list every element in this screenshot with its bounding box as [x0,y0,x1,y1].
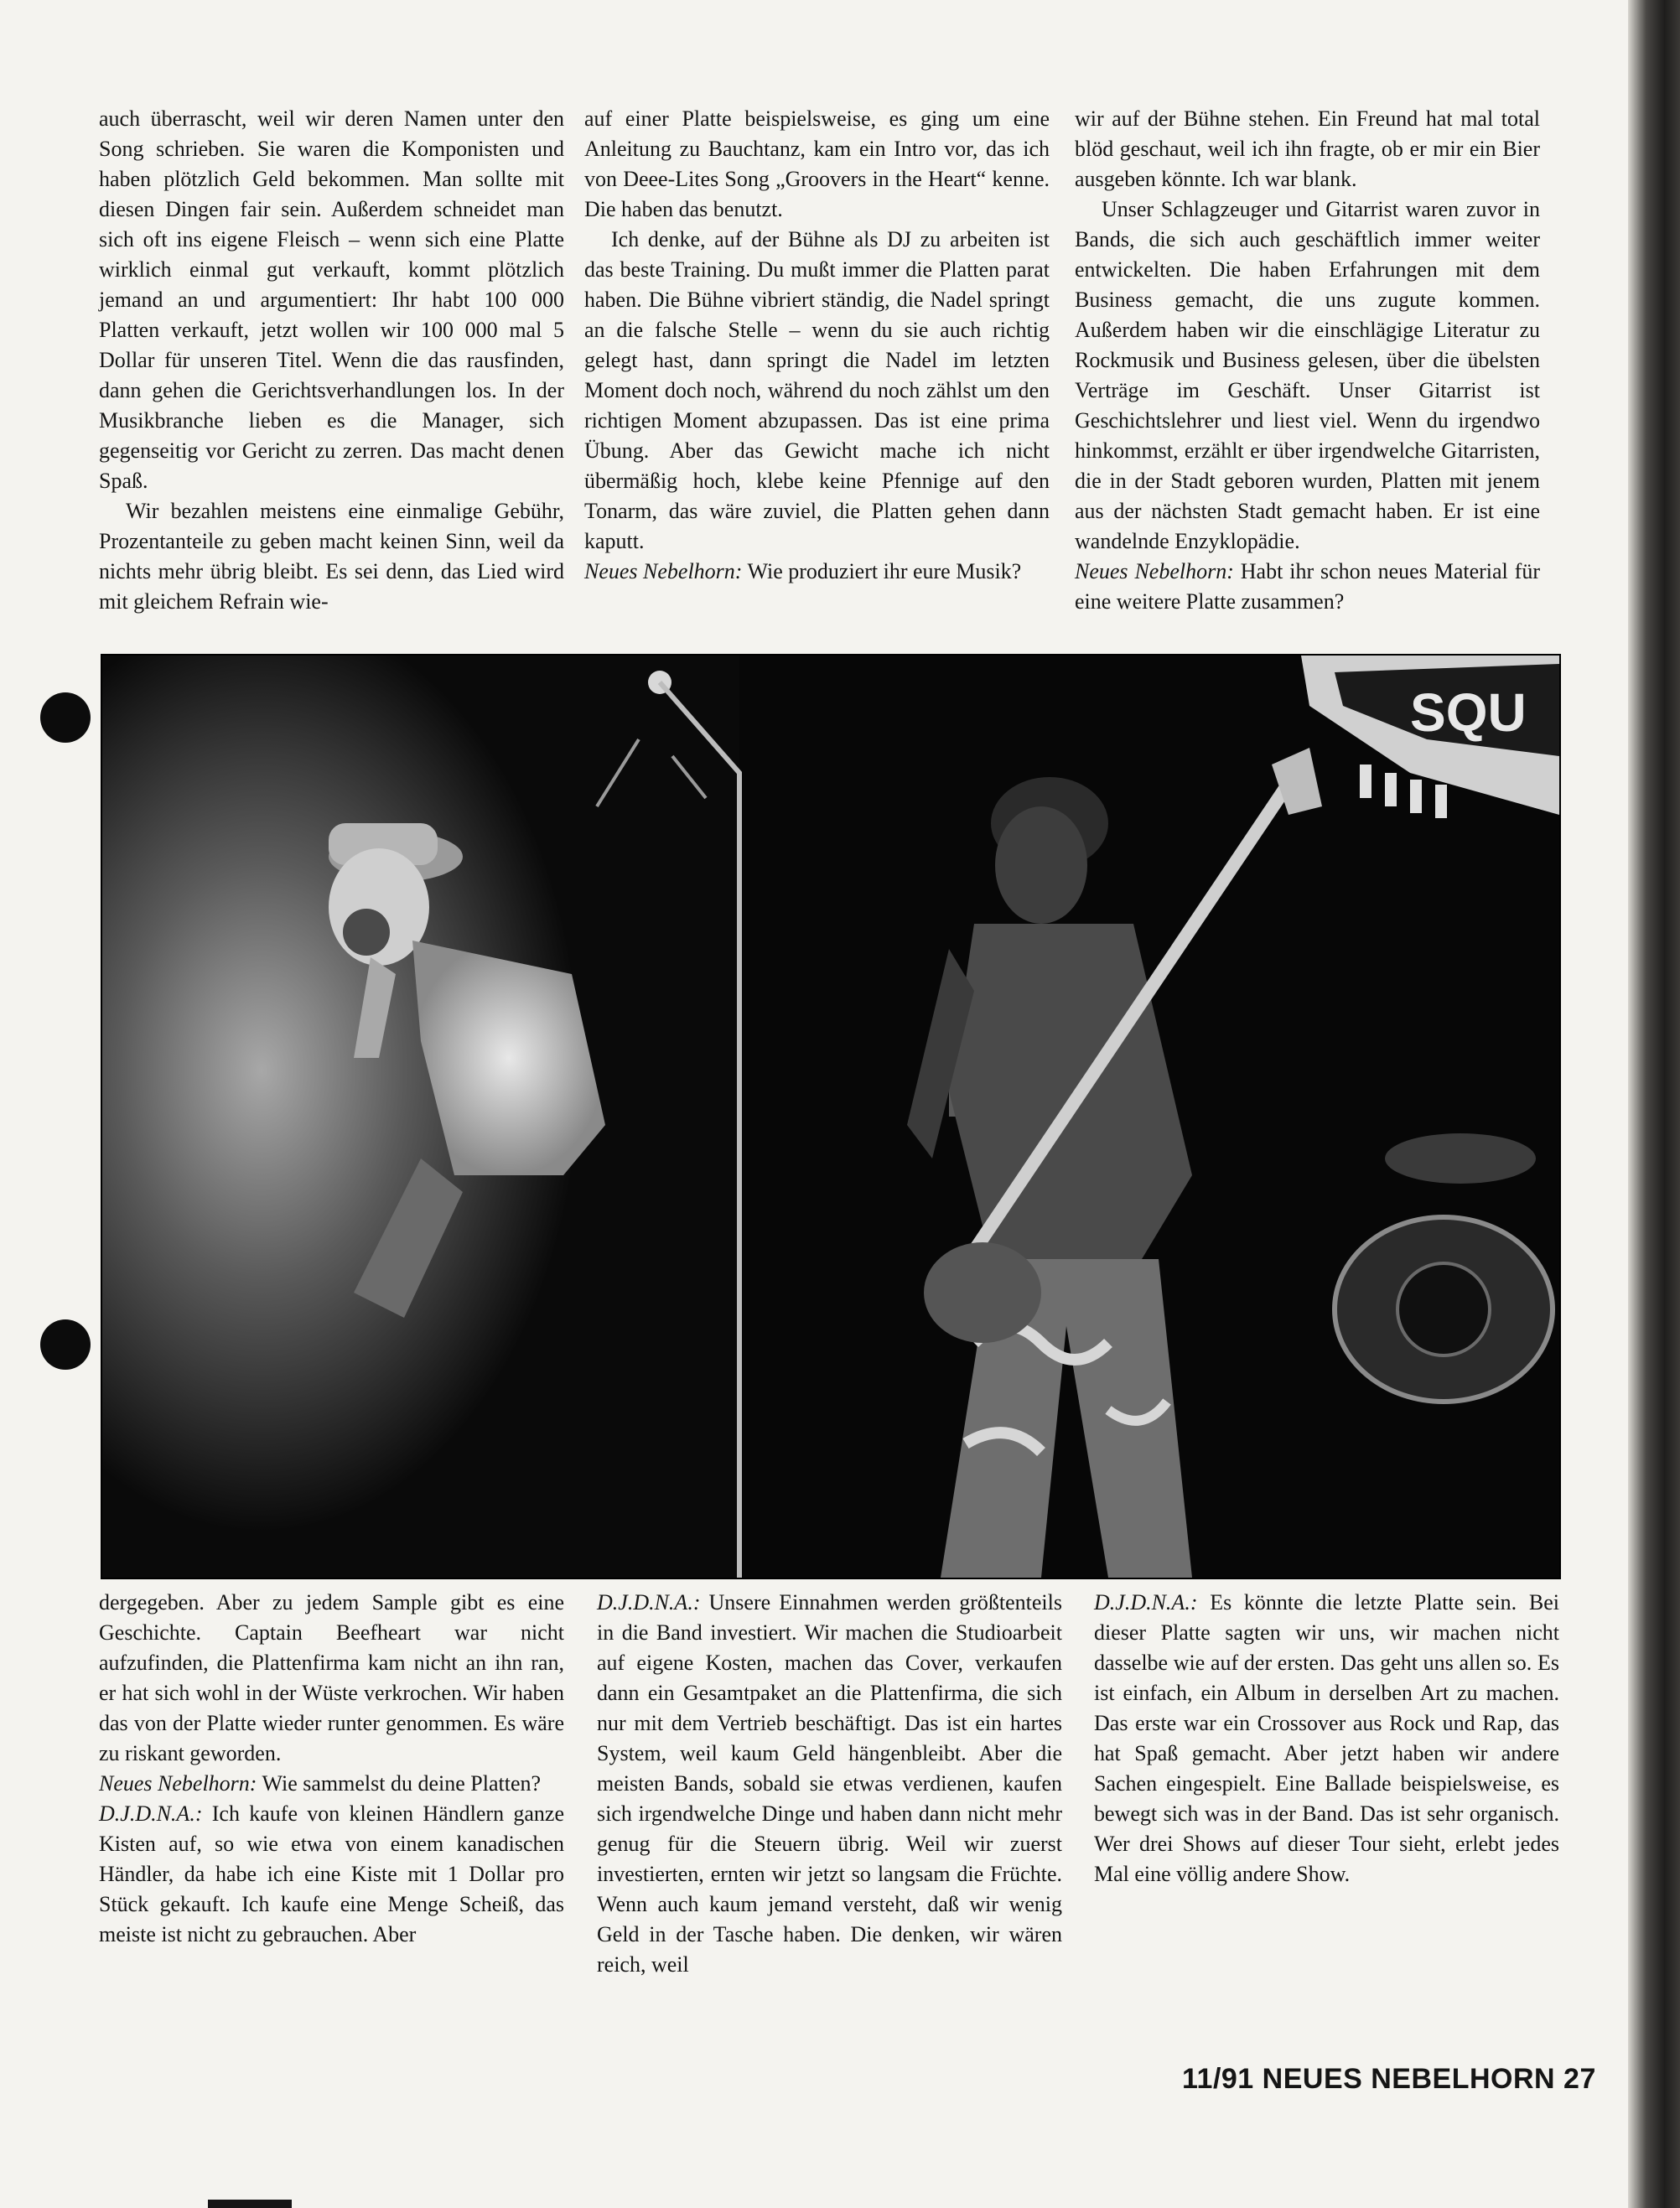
question-text: Wie produziert ihr eure Musik? [742,559,1022,583]
paragraph: wir auf der Bühne stehen. Ein Freund hat mal total blöd geschaut, weil ich ihn fragte, ob er mir ein Bier ausgeben könnte. Ich war blank. [1075,106,1540,191]
article-column-5 [597,1588,1062,1980]
paragraph: auf einer Platte beispielsweise, es ging um eine Anleitung zu Bauchtanz, kam ein Intro vor, das ich von Deee-Lites Song „Groovers in the Heart“ kenne. Die haben das benutzt. [584,106,1050,221]
paragraph: Unser Schlagzeuger und Gitarrist waren zuvor in Bands, die sich auch geschäftlich immer weiter entwickelten. Die haben Erfahrungen mit dem Business gemacht, die uns zugute kommen. Außerdem haben wir die einschlägige Literatur zu Rockmusik und Business gelesen, über die übelsten Verträge im Geschäft. Unser Gitarrist ist Geschichtslehrer und liest viel. Wenn du irgendwo hinkommst, erzählt er über irgendwelche Gitarristen, die in der Stadt geboren wurden, Platten mit jenem aus der nächsten Stadt gemacht haben. Er ist eine wandelnde Enzyklopädie. [1075,197,1540,553]
scanned-page-edge [1628,0,1680,2208]
article-column-1 [99,104,564,617]
article-column-6 [1094,1588,1559,1889]
bottom-edge-mark [208,2200,292,2208]
concert-photo-illustration [102,656,1559,1578]
concert-photo [101,654,1561,1579]
interview-answer [1094,1588,1559,1889]
speaker-label: D.J.D.N.A.: [597,1590,701,1615]
binder-hole-top [40,692,91,743]
answer-text: Unsere Einnahmen werden größtenteils in die Band investiert. Wir machen die Studioarbeit auf eigene Kosten, machen das Cover, verkaufen dann ein Gesamtpaket an die Plattenfirma, die sich nur mit dem Vertrieb beschäftigt. Das ist ein hartes System, weil kaum Geld hängenbleibt. Aber die meisten Bands, sobald sie etwas verdienen, kaufen sich irgendwelche Dinge und haben dann nicht mehr genug für die Steuern übrig. Weil wir zuerst investierten, ernten wir jetzt so langsam die Früchte. Wenn auch kaum jemand versteht, daß wir wenig Geld in der Tasche haben. Die denken, wir wären reich, weil [597,1590,1062,1977]
interview-question [1075,557,1540,617]
paragraph: Wir bezahlen meistens eine einmalige Gebühr, Prozentanteile zu geben macht keinen Sinn, weil da nichts mehr übrig bleibt. Es sei denn, das Lied wird mit gleichem Refrain wie- [99,499,564,614]
speaker-label: Neues Nebelhorn: [1075,559,1234,583]
stage-light-haze [102,656,739,1578]
article-column-3 [1075,104,1540,617]
paragraph: auch überrascht, weil wir deren Namen unter den Song schrieben. Sie waren die Komponisten und haben plötzlich Geld bekommen. Man sollte mit diesen Dingen fair sein. Außerdem schneidet man sich oft ins eigene Fleisch – wenn sich eine Platte wirklich einmal gut verkauft, kommt plötzlich jemand an und argumentiert: Ihr habt 100 000 Platten verkauft, jetzt wollen wir 100 000 mal 5 Dollar für unseren Titel. Wenn die das rausfinden, dann gehen die Gerichtsverhandlungen los. In der Musikbranche lieben es die Manager, sich gegenseitig vor Gericht zu zerren. Das macht denen Spaß. [99,106,564,493]
page-number: 27 [1563,2063,1596,2095]
question-text: Wie sammelst du deine Platten? [257,1771,542,1796]
interview-answer [99,1799,564,1950]
answer-text: Es könnte die letzte Platte sein. Bei dieser Platte sagten wir uns, wir machen nicht dasselbe wie auf der ersten. Das geht uns allen so. Es ist einfach, ein Album in derselben Art zu machen. Das erste war ein Crossover aus Rock und Rap, das hat Spaß gemacht. Aber jetzt haben wir andere Sachen eingespielt. Eine Ballade beispielsweise, es bewegt sich was in der Band. Das ist sehr organisch. Wer drei Shows auf dieser Tour sieht, erlebt jedes Mal eine völlig andere Show. [1094,1590,1559,1886]
article-column-2 [584,104,1050,587]
issue-label: 11/91 NEUES NEBELHORN [1182,2063,1556,2095]
paragraph: Ich denke, auf der Bühne als DJ zu arbeiten ist das beste Training. Du mußt immer die Platten parat haben. Die Bühne vibriert ständig, die Nadel springt an die falsche Stelle – wenn du sie auch richtig gelegt hast, dann springt die Nadel im letzten Moment doch noch, während du noch zählst um den richtigen Moment abzupassen. Das ist eine prima Übung. Aber das Gewicht mache ich nicht übermäßig hoch, klebe keine Pfennige auf den Tonarm, das wäre zuviel, die Platten gehen dann kaputt. [584,227,1050,553]
interview-question [584,557,1050,587]
interview-question [99,1769,564,1799]
microphone [343,909,390,956]
speaker-label: D.J.D.N.A.: [1094,1590,1198,1615]
interview-answer [597,1588,1062,1980]
paragraph: dergegeben. Aber zu jedem Sample gibt es eine Geschichte. Captain Beefheart war nicht aufzufinden, die Plattenfirma kam nicht an ihn ran, er hat sich wohl in der Wüste verkrochen. Wir haben das von der Platte wieder runter genommen. Es wäre zu riskant geworden. [99,1590,564,1765]
question-text: Habt ihr schon neues Material für eine weitere Platte zusammen? [1075,559,1540,614]
page-footer [1182,2063,1596,2096]
speaker-label: D.J.D.N.A.: [99,1801,203,1826]
binder-hole-bottom [40,1319,91,1370]
speaker-label: Neues Nebelhorn: [584,559,743,583]
banner-text: SQU [1410,682,1527,743]
answer-text: Ich kaufe von kleinen Händlern ganze Kisten auf, so wie etwa von einem kanadischen Händler, da habe ich eine Kiste mit 1 Dollar pro Stück gekauft. Ich kaufe eine Menge Scheiß, das meiste ist nicht zu gebrauchen. Aber [99,1801,564,1946]
speaker-label: Neues Nebelhorn: [99,1771,257,1796]
article-column-4 [99,1588,564,1950]
